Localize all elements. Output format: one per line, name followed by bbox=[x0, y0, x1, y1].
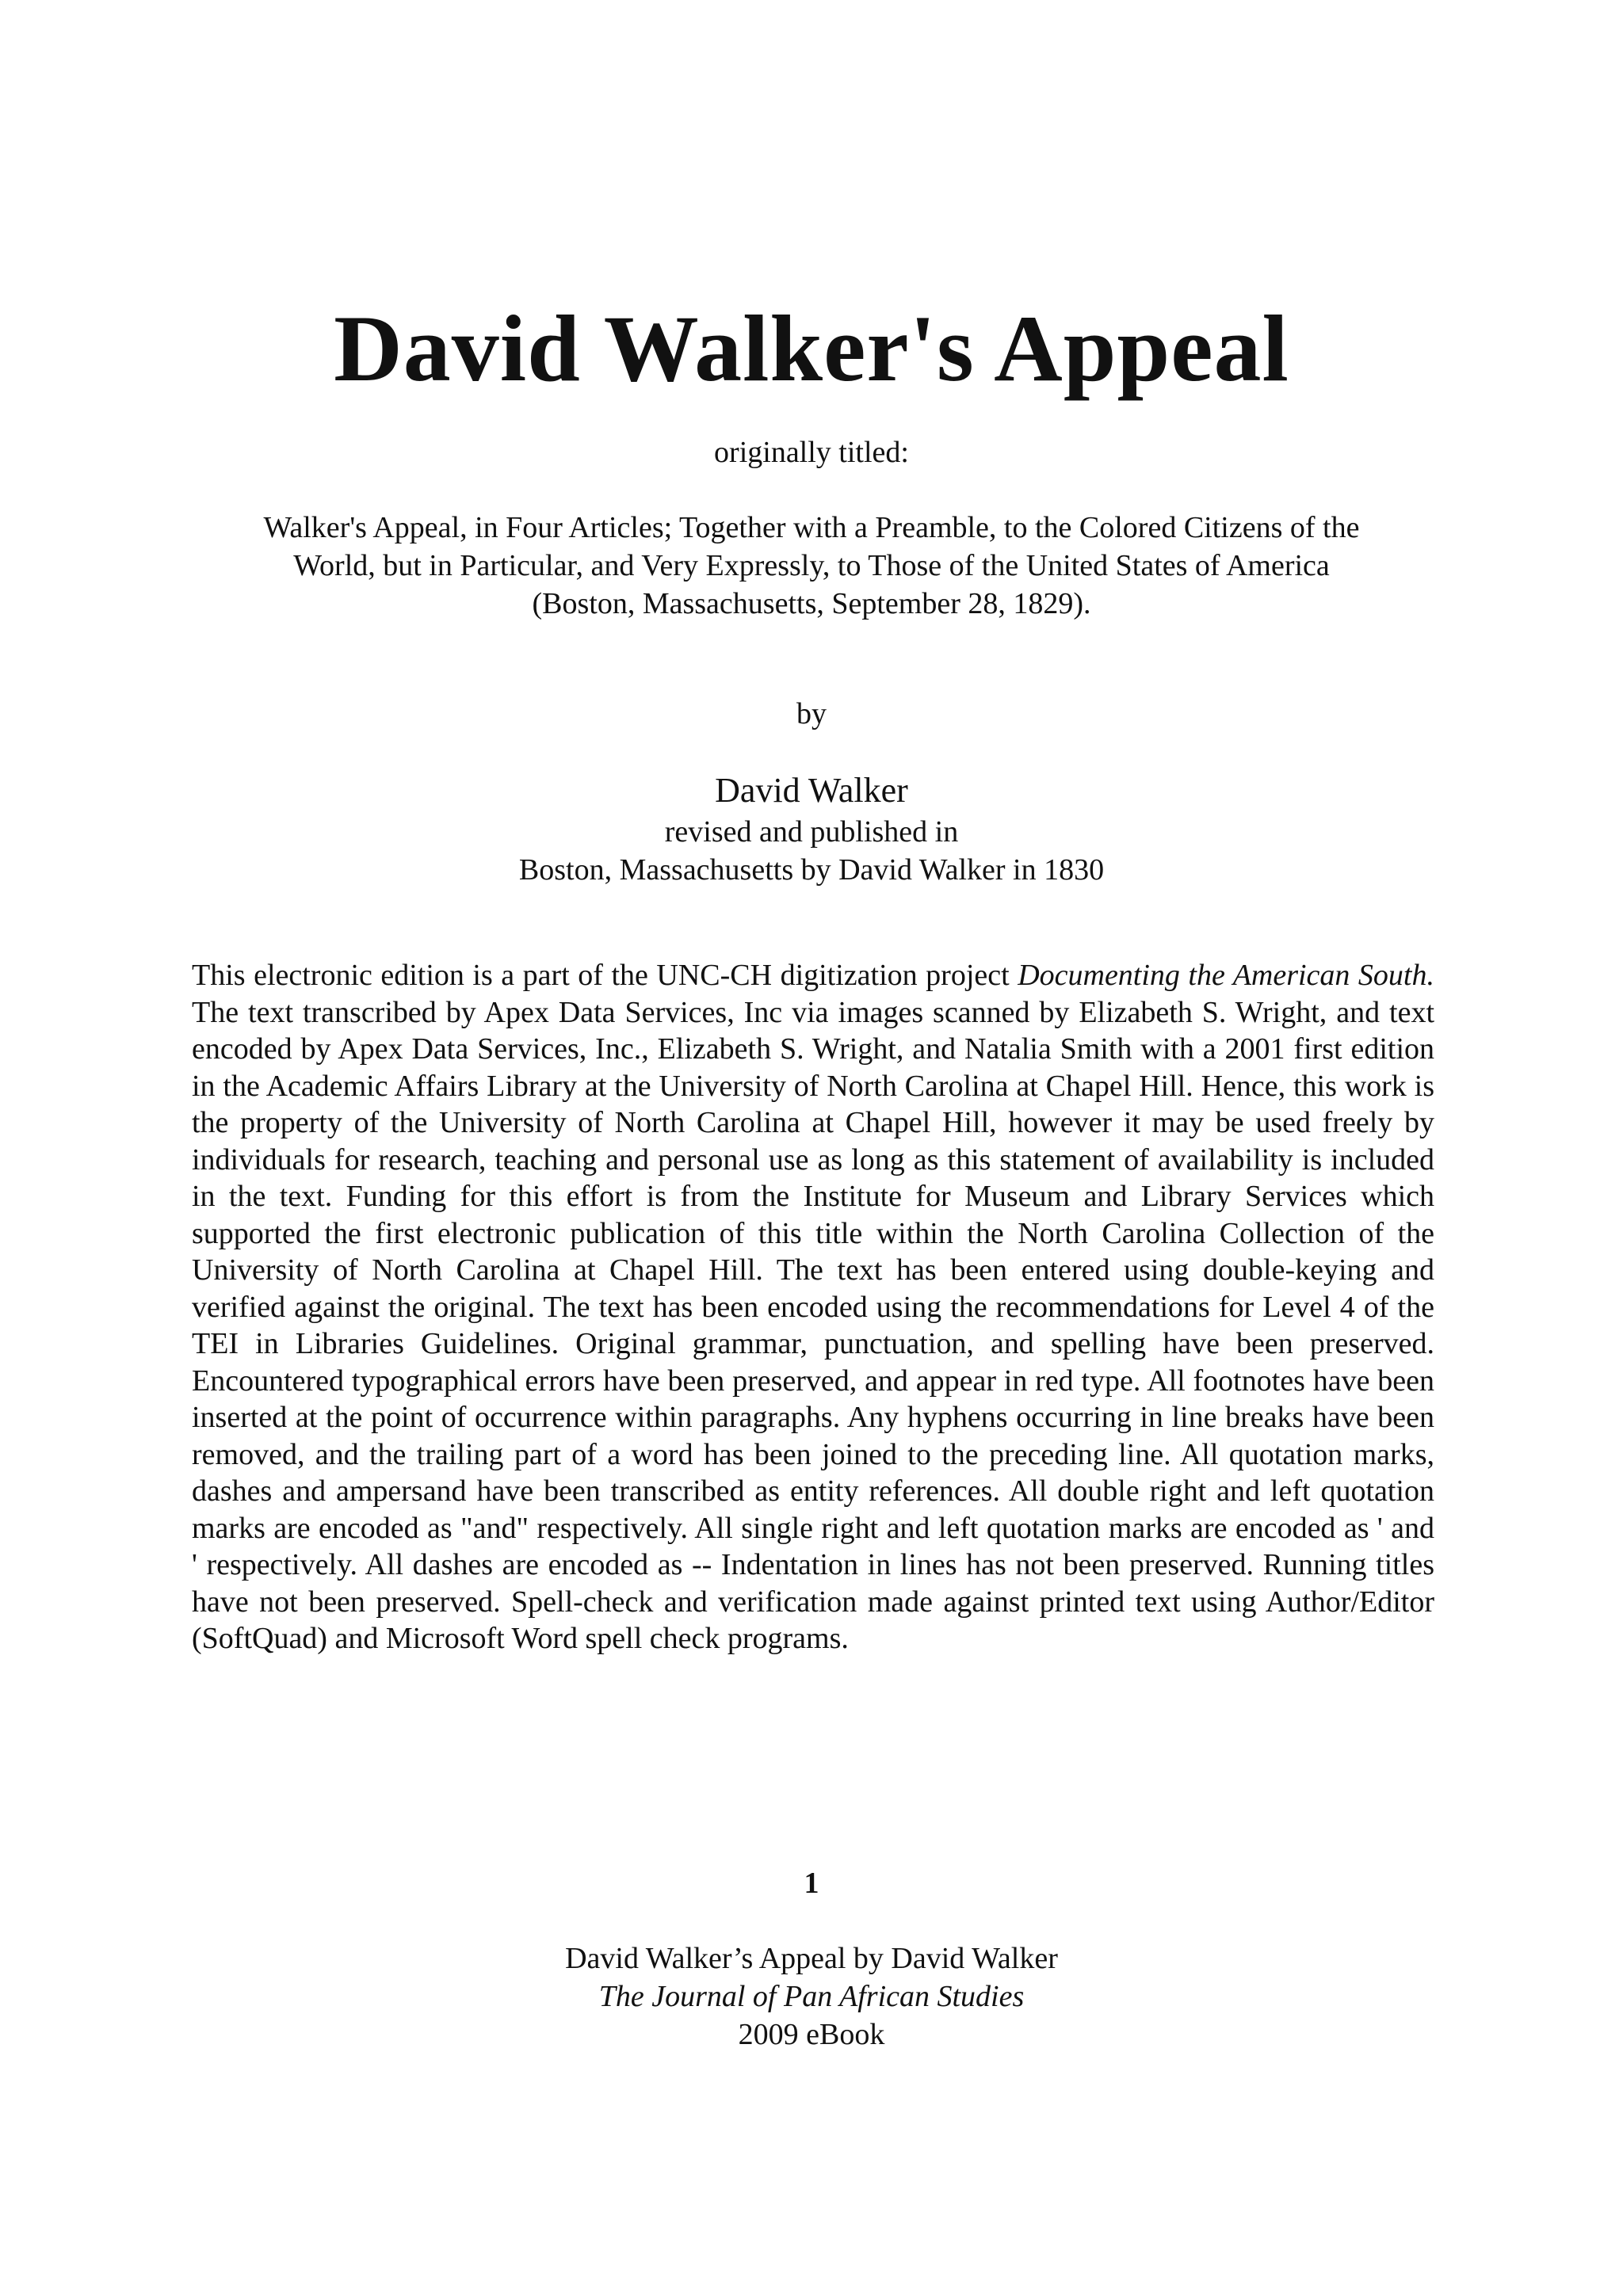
footer-edition: 2009 eBook bbox=[738, 2018, 885, 2051]
full-title-line: Walker's Appeal, in Four Articles; Together with a Preamble, to the Colored Citizens of the bbox=[263, 511, 1360, 544]
availability-statement bbox=[192, 957, 1434, 1657]
availability-text-start: This electronic edition is a part of the UNC-CH digitization project bbox=[192, 959, 1018, 992]
revision-line: revised and published in bbox=[664, 815, 959, 849]
author-name: David Walker bbox=[715, 771, 908, 810]
footer-line-1: David Walker’s Appeal by David Walker bbox=[565, 1942, 1058, 1975]
footer-line-2 bbox=[0, 1978, 1623, 2054]
page-number: 1 bbox=[804, 1867, 819, 1900]
project-name: Documenting the American South. bbox=[1018, 959, 1434, 992]
originally-titled-label: originally titled: bbox=[714, 436, 909, 469]
page-footer bbox=[0, 1939, 1623, 2054]
journal-name: The Journal of Pan African Studies bbox=[598, 1980, 1025, 2013]
document-title: David Walker's Appeal bbox=[334, 296, 1289, 401]
full-title-line: World, but in Particular, and Very Expressly, to Those of the United States of America bbox=[293, 549, 1330, 582]
full-title-line: (Boston, Massachusetts, September 28, 1829). bbox=[532, 587, 1091, 620]
original-full-title bbox=[190, 509, 1433, 623]
availability-text-rest: The text transcribed by Apex Data Services, Inc via images scanned by Elizabeth S. Wright, and text encoded by Apex Data Services, Inc., Elizabeth S. Wright, and Natalia Smith with a 2001 first edition in the Academic Affairs Library at the University of North Carolina at Chapel Hill. Hence, this work is the property of the University of North Carolina at Chapel Hill, however it may be used freely by individuals for research, teaching and personal use as long as this statement of availability is included in the text. Funding for this effort is from the Institute for Museum and Library Services which supported the first electronic publication of this title within the North Carolina Collection of the University of North Carolina at Chapel Hill. The text has been entered using double-keying and verified against the original. The text has been encoded using the recommendations for Level 4 of the TEI in Libraries Guidelines. Original grammar, punctuation, and spelling have been preserved. Encountered typographical errors have been preserved, and appear in red type. All footnotes have been inserted at the point of occurrence within paragraphs. Any hyphens occurring in line breaks have been removed, and the trailing part of a word has been joined to the preceding line. All quotation marks, dashes and ampersand have been transcribed as entity references. All double right and left quotation marks are encoded as "and" respectively. All single right and left quotation marks are encoded as ' and ' respectively. All dashes are encoded as -- Indentation in lines has not been preserved. Running titles have not been preserved. Spell-check and verification made against printed text using Author/Editor (SoftQuad) and Microsoft Word spell check programs. bbox=[192, 995, 1434, 1655]
revision-note bbox=[0, 813, 1623, 889]
revision-line: Boston, Massachusetts by David Walker in 1830 bbox=[518, 853, 1105, 887]
by-label: by bbox=[796, 697, 827, 730]
